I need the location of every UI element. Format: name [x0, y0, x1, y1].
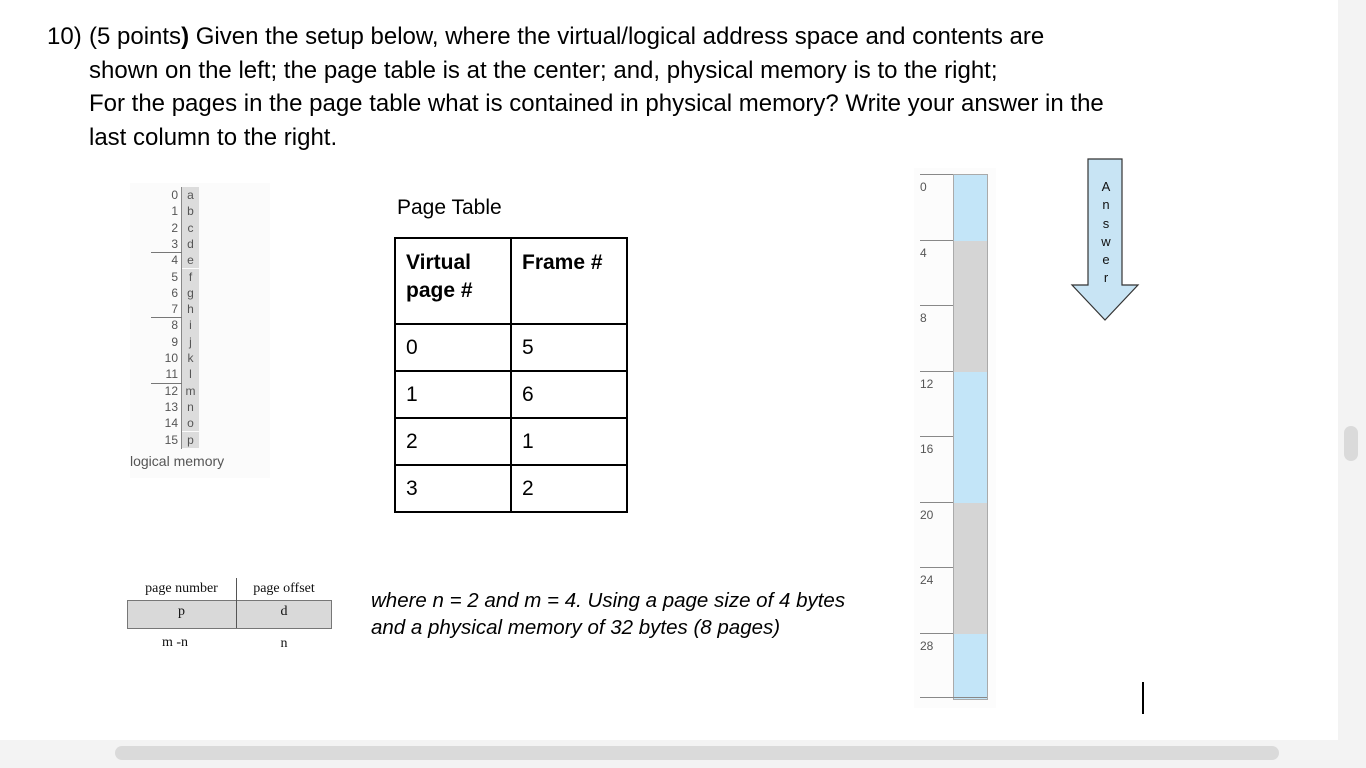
physical-frame[interactable]	[954, 241, 987, 307]
question-points-close: )	[181, 23, 190, 50]
logical-memory-row	[148, 203, 228, 219]
logical-address: 0	[171, 188, 178, 202]
logical-memory-row	[148, 220, 228, 236]
logical-memory-row	[148, 415, 228, 431]
logical-address: 4	[171, 253, 178, 268]
logical-byte: i	[182, 317, 199, 333]
table-row	[395, 324, 627, 371]
answer-letter: r	[1103, 270, 1109, 286]
question-line3: For the pages in the page table what is contained in physical memory? Write your answer in the	[89, 90, 1104, 118]
physical-memory-figure	[914, 168, 996, 708]
question-number: 10)	[47, 23, 82, 50]
physical-address: 4	[920, 245, 927, 260]
logical-memory-row	[148, 399, 228, 415]
answer-label	[1098, 178, 1114, 288]
logical-memory-row	[148, 350, 228, 366]
logical-byte: e	[182, 252, 199, 268]
frame-tick	[920, 174, 953, 175]
table-row	[395, 418, 627, 465]
page-table-header-frame: Frame #	[511, 238, 627, 324]
logical-byte: j	[182, 334, 199, 350]
memory-size-note	[371, 587, 911, 641]
logical-address: 2	[171, 220, 178, 235]
logical-address: 9	[171, 334, 178, 349]
logical-memory-label: logical memory	[130, 453, 225, 469]
page-table	[394, 237, 628, 513]
logical-memory-row	[148, 366, 228, 382]
physical-frame[interactable]	[954, 306, 987, 372]
physical-frame[interactable]	[954, 175, 987, 241]
page-number-bits: m -n	[161, 635, 189, 650]
table-cell-virtual[interactable]: 2	[395, 418, 511, 465]
frame-tick	[920, 567, 953, 568]
logical-address: 13	[164, 399, 178, 414]
frame-tick	[920, 502, 953, 503]
page-number-label: page number	[145, 581, 218, 596]
frame-tick	[920, 436, 953, 437]
physical-frame[interactable]	[954, 372, 987, 438]
logical-address: 8	[171, 318, 178, 333]
frame-tick	[920, 305, 953, 306]
page-table-header-row	[395, 238, 627, 324]
table-cell-virtual[interactable]: 0	[395, 324, 511, 371]
note-line2: and a physical memory of 32 bytes (8 pages)	[371, 616, 781, 639]
logical-address: 1	[171, 204, 178, 219]
physical-address: 16	[920, 442, 934, 456]
logical-byte: f	[182, 269, 199, 285]
page-table-header-virtual: Virtual page #	[395, 238, 511, 324]
table-cell-frame[interactable]: 6	[511, 371, 627, 418]
physical-address: 24	[920, 573, 934, 587]
logical-byte: o	[182, 415, 199, 431]
logical-memory-row	[148, 252, 228, 268]
logical-byte: d	[182, 236, 199, 252]
question-line1: Given the setup below, where the virtual/logical address space and contents are	[189, 23, 1045, 50]
answer-letter: w	[1101, 233, 1111, 249]
physical-address: 8	[920, 311, 927, 325]
logical-address: 6	[171, 285, 178, 300]
logical-memory-row	[148, 236, 228, 252]
logical-address: 10	[164, 351, 178, 365]
physical-memory-column	[953, 174, 988, 700]
logical-memory-row	[148, 432, 228, 448]
question-text	[89, 20, 1199, 155]
logical-address: 15	[164, 432, 178, 447]
page-number-cell: p	[178, 604, 185, 619]
answer-letter: e	[1102, 252, 1110, 268]
logical-memory-row	[148, 187, 228, 203]
logical-memory-row	[148, 285, 228, 301]
logical-byte: l	[182, 366, 199, 382]
logical-byte: g	[182, 285, 199, 301]
logical-memory-row	[148, 383, 228, 399]
logical-byte: k	[182, 350, 199, 366]
table-cell-frame[interactable]: 1	[511, 418, 627, 465]
logical-byte: b	[182, 203, 199, 219]
address-format-figure	[127, 578, 331, 658]
note-line1: where n = 2 and m = 4. Using a page size of 4 bytes	[371, 589, 846, 612]
question-points: (5 points	[89, 23, 182, 50]
question-line2: shown on the left; the page table is at the center; and, physical memory is to the right;	[89, 56, 998, 84]
logical-address: 14	[164, 416, 178, 431]
page-table-title: Page Table	[397, 196, 502, 219]
page-offset-label: page offset	[253, 581, 315, 596]
physical-address: 28	[920, 638, 934, 653]
physical-address: 12	[920, 376, 934, 391]
physical-frame[interactable]	[954, 437, 987, 503]
logical-memory-row	[148, 301, 228, 317]
logical-address: 7	[171, 302, 178, 317]
logical-memory-row	[148, 317, 228, 333]
physical-frame[interactable]	[954, 503, 987, 569]
table-cell-frame[interactable]: 5	[511, 324, 627, 371]
answer-arrow	[1070, 158, 1140, 322]
physical-address: 20	[920, 507, 934, 522]
answer-letter: A	[1101, 179, 1111, 194]
logical-byte: h	[182, 301, 199, 317]
page-offset-bits: n	[280, 636, 288, 651]
frame-tick	[920, 633, 953, 634]
logical-address: 11	[165, 367, 178, 382]
table-cell-virtual[interactable]: 3	[395, 465, 511, 512]
page-offset-cell: d	[280, 604, 288, 619]
table-row	[395, 371, 627, 418]
physical-address: 0	[920, 180, 927, 194]
table-cell-virtual[interactable]: 1	[395, 371, 511, 418]
answer-letter: s	[1102, 215, 1110, 231]
table-cell-frame[interactable]: 2	[511, 465, 627, 512]
logical-memory-row	[148, 269, 228, 285]
physical-frame[interactable]	[954, 634, 987, 700]
logical-address: 12	[164, 383, 178, 398]
logical-address: 3	[171, 236, 178, 251]
text-cursor	[1142, 682, 1144, 714]
logical-byte: n	[182, 399, 199, 415]
logical-byte: c	[182, 220, 199, 236]
horizontal-scrollbar[interactable]	[115, 746, 1279, 760]
logical-byte: a	[182, 187, 199, 203]
logical-byte: p	[182, 432, 199, 448]
table-row	[395, 465, 627, 512]
logical-memory-figure	[130, 183, 270, 478]
frame-tick	[920, 371, 953, 372]
logical-byte: m	[182, 383, 199, 399]
vertical-scrollbar[interactable]	[1344, 426, 1358, 461]
logical-address: 5	[171, 269, 178, 284]
logical-memory-row	[148, 334, 228, 350]
frame-tick	[920, 240, 953, 241]
answer-letter: n	[1102, 197, 1110, 213]
question-line4: last column to the right.	[89, 124, 338, 152]
right-gutter	[1338, 0, 1366, 768]
physical-memory-baseline	[920, 697, 987, 698]
physical-frame[interactable]	[954, 568, 987, 634]
